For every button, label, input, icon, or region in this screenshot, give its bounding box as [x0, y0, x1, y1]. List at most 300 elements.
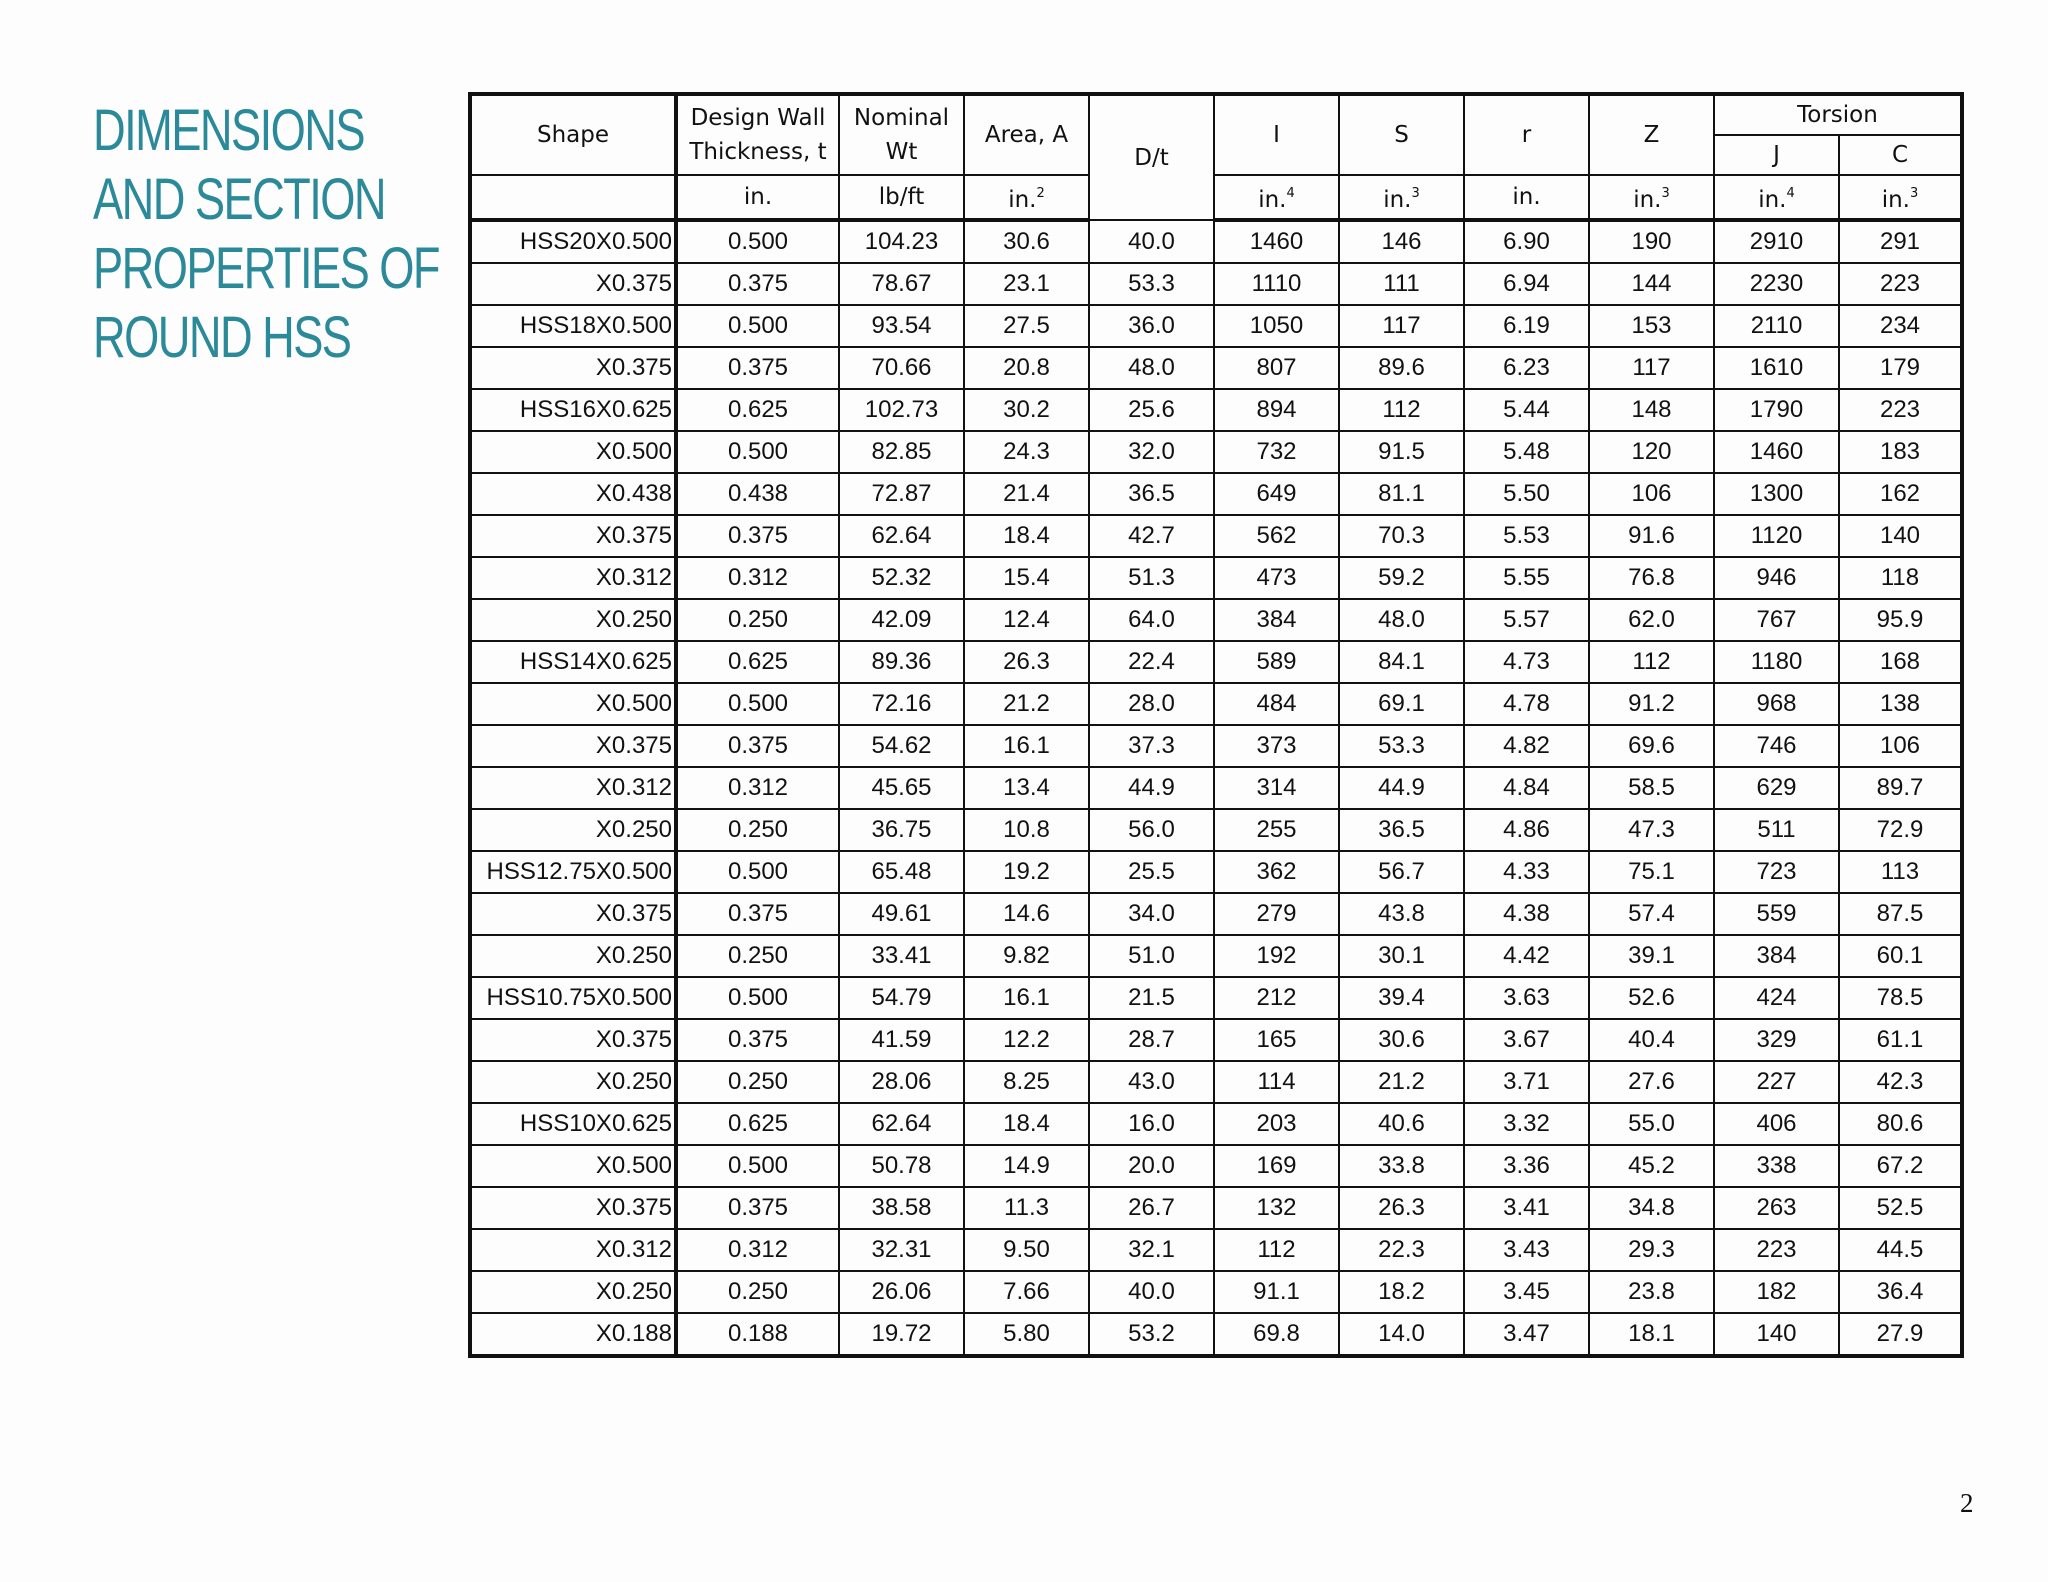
table-row: [470, 1229, 1962, 1271]
cell-wall-thickness: 0.500: [676, 683, 839, 725]
cell-j: 1790: [1714, 389, 1839, 431]
cell-j: 1120: [1714, 515, 1839, 557]
unit-exponent: 4: [1286, 186, 1295, 201]
cell-area: 9.50: [964, 1229, 1089, 1271]
cell-c: 113: [1839, 851, 1962, 893]
cell-z: 190: [1589, 220, 1714, 263]
cell-wall-thickness: 0.625: [676, 389, 839, 431]
cell-j: 2230: [1714, 263, 1839, 305]
cell-s: 18.2: [1339, 1271, 1464, 1313]
cell-i: 362: [1214, 851, 1339, 893]
table-row: [470, 1103, 1962, 1145]
cell-z: 91.2: [1589, 683, 1714, 725]
cell-i: 192: [1214, 935, 1339, 977]
cell-c: 52.5: [1839, 1187, 1962, 1229]
cell-s: 26.3: [1339, 1187, 1464, 1229]
cell-z: 120: [1589, 431, 1714, 473]
cell-r: 4.38: [1464, 893, 1589, 935]
cell-wall-thickness: 0.375: [676, 1187, 839, 1229]
cell-c: 162: [1839, 473, 1962, 515]
cell-i: 1050: [1214, 305, 1339, 347]
cell-s: 22.3: [1339, 1229, 1464, 1271]
cell-area: 24.3: [964, 431, 1089, 473]
header-text: Design Wall: [690, 105, 826, 131]
cell-c: 72.9: [1839, 809, 1962, 851]
cell-shape: X0.250: [470, 935, 676, 977]
cell-nominal-wt: 49.61: [839, 893, 964, 935]
cell-i: 114: [1214, 1061, 1339, 1103]
cell-nominal-wt: 82.85: [839, 431, 964, 473]
title-line: DIMENSIONS: [93, 98, 364, 163]
cell-c: 95.9: [1839, 599, 1962, 641]
cell-d-over-t: 37.3: [1089, 725, 1214, 767]
cell-area: 11.3: [964, 1187, 1089, 1229]
cell-c: 80.6: [1839, 1103, 1962, 1145]
cell-d-over-t: 43.0: [1089, 1061, 1214, 1103]
title-line: ROUND HSS: [93, 305, 351, 370]
cell-area: 20.8: [964, 347, 1089, 389]
cell-area: 30.6: [964, 220, 1089, 263]
cell-i: 132: [1214, 1187, 1339, 1229]
cell-area: 12.4: [964, 599, 1089, 641]
cell-area: 18.4: [964, 1103, 1089, 1145]
cell-j: 629: [1714, 767, 1839, 809]
cell-c: 60.1: [1839, 935, 1962, 977]
cell-c: 291: [1839, 220, 1962, 263]
cell-z: 39.1: [1589, 935, 1714, 977]
cell-d-over-t: 40.0: [1089, 220, 1214, 263]
cell-s: 91.5: [1339, 431, 1464, 473]
table-row: [470, 431, 1962, 473]
cell-wall-thickness: 0.312: [676, 767, 839, 809]
cell-wall-thickness: 0.375: [676, 725, 839, 767]
cell-s: 48.0: [1339, 599, 1464, 641]
table-row: [470, 263, 1962, 305]
table-row: [470, 1271, 1962, 1313]
cell-shape: HSS18X0.500: [470, 305, 676, 347]
cell-area: 5.80: [964, 1313, 1089, 1356]
cell-c: 138: [1839, 683, 1962, 725]
cell-i: 1460: [1214, 220, 1339, 263]
cell-shape: X0.375: [470, 263, 676, 305]
cell-j: 384: [1714, 935, 1839, 977]
cell-shape: X0.375: [470, 1019, 676, 1061]
cell-s: 56.7: [1339, 851, 1464, 893]
cell-d-over-t: 32.1: [1089, 1229, 1214, 1271]
table-row: [470, 473, 1962, 515]
unit-exponent: 3: [1910, 186, 1919, 201]
cell-i: 484: [1214, 683, 1339, 725]
cell-z: 57.4: [1589, 893, 1714, 935]
cell-d-over-t: 22.4: [1089, 641, 1214, 683]
cell-j: 1180: [1714, 641, 1839, 683]
unit-base: in.: [1633, 187, 1662, 213]
cell-z: 91.6: [1589, 515, 1714, 557]
cell-c: 78.5: [1839, 977, 1962, 1019]
cell-d-over-t: 20.0: [1089, 1145, 1214, 1187]
cell-area: 27.5: [964, 305, 1089, 347]
cell-c: 61.1: [1839, 1019, 1962, 1061]
cell-shape: X0.375: [470, 347, 676, 389]
cell-wall-thickness: 0.250: [676, 1271, 839, 1313]
cell-i: 732: [1214, 431, 1339, 473]
cell-wall-thickness: 0.500: [676, 220, 839, 263]
cell-area: 18.4: [964, 515, 1089, 557]
cell-nominal-wt: 62.64: [839, 1103, 964, 1145]
cell-s: 59.2: [1339, 557, 1464, 599]
unit-exponent: 3: [1411, 186, 1420, 201]
cell-r: 3.45: [1464, 1271, 1589, 1313]
table-row: [470, 557, 1962, 599]
cell-area: 8.25: [964, 1061, 1089, 1103]
cell-j: 723: [1714, 851, 1839, 893]
cell-r: 3.32: [1464, 1103, 1589, 1145]
cell-r: 5.53: [1464, 515, 1589, 557]
cell-area: 21.4: [964, 473, 1089, 515]
cell-wall-thickness: 0.250: [676, 599, 839, 641]
cell-z: 153: [1589, 305, 1714, 347]
cell-wall-thickness: 0.375: [676, 515, 839, 557]
cell-i: 894: [1214, 389, 1339, 431]
cell-j: 338: [1714, 1145, 1839, 1187]
cell-r: 3.71: [1464, 1061, 1589, 1103]
cell-r: 6.23: [1464, 347, 1589, 389]
header-text: Wt: [885, 139, 918, 165]
cell-nominal-wt: 102.73: [839, 389, 964, 431]
cell-s: 30.6: [1339, 1019, 1464, 1061]
table-row: [470, 935, 1962, 977]
cell-j: 223: [1714, 1229, 1839, 1271]
cell-z: 27.6: [1589, 1061, 1714, 1103]
cell-area: 13.4: [964, 767, 1089, 809]
cell-r: 4.33: [1464, 851, 1589, 893]
cell-nominal-wt: 104.23: [839, 220, 964, 263]
cell-j: 767: [1714, 599, 1839, 641]
cell-area: 30.2: [964, 389, 1089, 431]
cell-c: 87.5: [1839, 893, 1962, 935]
cell-c: 183: [1839, 431, 1962, 473]
cell-j: 1460: [1714, 431, 1839, 473]
cell-z: 112: [1589, 641, 1714, 683]
cell-d-over-t: 25.6: [1089, 389, 1214, 431]
table-row: [470, 599, 1962, 641]
cell-z: 18.1: [1589, 1313, 1714, 1356]
unit-base: in.: [1258, 187, 1287, 213]
cell-shape: X0.312: [470, 1229, 676, 1271]
cell-c: 223: [1839, 389, 1962, 431]
cell-nominal-wt: 32.31: [839, 1229, 964, 1271]
cell-r: 6.19: [1464, 305, 1589, 347]
hss-properties-table: [468, 92, 1964, 1358]
cell-s: 21.2: [1339, 1061, 1464, 1103]
cell-r: 4.78: [1464, 683, 1589, 725]
page-number: 2: [1960, 1488, 1974, 1518]
cell-c: 106: [1839, 725, 1962, 767]
unit-wall: in.: [676, 175, 839, 220]
col-header-wall-thickness: [676, 94, 839, 175]
cell-wall-thickness: 0.500: [676, 431, 839, 473]
cell-s: 111: [1339, 263, 1464, 305]
cell-j: 227: [1714, 1061, 1839, 1103]
cell-nominal-wt: 41.59: [839, 1019, 964, 1061]
table-body: [470, 220, 1962, 1356]
cell-i: 169: [1214, 1145, 1339, 1187]
table-row: [470, 725, 1962, 767]
cell-r: 6.94: [1464, 263, 1589, 305]
cell-d-over-t: 44.9: [1089, 767, 1214, 809]
cell-nominal-wt: 50.78: [839, 1145, 964, 1187]
cell-nominal-wt: 72.16: [839, 683, 964, 725]
cell-wall-thickness: 0.500: [676, 977, 839, 1019]
col-header-torsion: Torsion: [1714, 94, 1962, 135]
unit-base: in.: [1008, 187, 1037, 213]
header-text: Thickness, t: [689, 139, 827, 165]
cell-i: 473: [1214, 557, 1339, 599]
cell-nominal-wt: 54.62: [839, 725, 964, 767]
cell-z: 55.0: [1589, 1103, 1714, 1145]
cell-i: 255: [1214, 809, 1339, 851]
cell-shape: HSS10.75X0.500: [470, 977, 676, 1019]
cell-d-over-t: 32.0: [1089, 431, 1214, 473]
cell-i: 279: [1214, 893, 1339, 935]
cell-wall-thickness: 0.250: [676, 1061, 839, 1103]
cell-c: 27.9: [1839, 1313, 1962, 1356]
cell-r: 3.63: [1464, 977, 1589, 1019]
cell-c: 179: [1839, 347, 1962, 389]
cell-nominal-wt: 19.72: [839, 1313, 964, 1356]
table-header: [470, 94, 1962, 220]
cell-s: 81.1: [1339, 473, 1464, 515]
cell-area: 15.4: [964, 557, 1089, 599]
cell-wall-thickness: 0.250: [676, 935, 839, 977]
table-row: [470, 809, 1962, 851]
cell-d-over-t: 64.0: [1089, 599, 1214, 641]
cell-d-over-t: 28.7: [1089, 1019, 1214, 1061]
cell-c: 67.2: [1839, 1145, 1962, 1187]
cell-shape: HSS16X0.625: [470, 389, 676, 431]
cell-i: 589: [1214, 641, 1339, 683]
cell-s: 33.8: [1339, 1145, 1464, 1187]
cell-i: 649: [1214, 473, 1339, 515]
cell-shape: X0.188: [470, 1313, 676, 1356]
cell-r: 5.57: [1464, 599, 1589, 641]
table-row: [470, 683, 1962, 725]
cell-i: 112: [1214, 1229, 1339, 1271]
cell-shape: X0.500: [470, 431, 676, 473]
cell-nominal-wt: 38.58: [839, 1187, 964, 1229]
cell-nominal-wt: 54.79: [839, 977, 964, 1019]
cell-i: 314: [1214, 767, 1339, 809]
cell-j: 746: [1714, 725, 1839, 767]
cell-r: 4.86: [1464, 809, 1589, 851]
cell-area: 9.82: [964, 935, 1089, 977]
cell-area: 23.1: [964, 263, 1089, 305]
cell-wall-thickness: 0.312: [676, 1229, 839, 1271]
title-line: PROPERTIES OF: [93, 236, 439, 301]
cell-s: 69.1: [1339, 683, 1464, 725]
col-header-i: I: [1214, 94, 1339, 175]
cell-shape: X0.500: [470, 1145, 676, 1187]
cell-nominal-wt: 78.67: [839, 263, 964, 305]
cell-s: 53.3: [1339, 725, 1464, 767]
cell-c: 89.7: [1839, 767, 1962, 809]
cell-area: 19.2: [964, 851, 1089, 893]
page-title: [93, 96, 439, 372]
cell-shape: HSS14X0.625: [470, 641, 676, 683]
cell-s: 39.4: [1339, 977, 1464, 1019]
cell-z: 106: [1589, 473, 1714, 515]
cell-area: 7.66: [964, 1271, 1089, 1313]
cell-d-over-t: 16.0: [1089, 1103, 1214, 1145]
cell-j: 946: [1714, 557, 1839, 599]
cell-j: 559: [1714, 893, 1839, 935]
cell-d-over-t: 40.0: [1089, 1271, 1214, 1313]
cell-d-over-t: 56.0: [1089, 809, 1214, 851]
table-row: [470, 1019, 1962, 1061]
cell-shape: X0.438: [470, 473, 676, 515]
cell-z: 117: [1589, 347, 1714, 389]
cell-z: 34.8: [1589, 1187, 1714, 1229]
cell-z: 148: [1589, 389, 1714, 431]
cell-area: 14.6: [964, 893, 1089, 935]
cell-r: 5.44: [1464, 389, 1589, 431]
cell-wall-thickness: 0.250: [676, 809, 839, 851]
cell-area: 10.8: [964, 809, 1089, 851]
unit-base: in.: [1881, 187, 1910, 213]
cell-r: 6.90: [1464, 220, 1589, 263]
cell-nominal-wt: 93.54: [839, 305, 964, 347]
unit-exponent: 2: [1036, 186, 1045, 201]
cell-s: 84.1: [1339, 641, 1464, 683]
unit-s: [1339, 175, 1464, 220]
cell-wall-thickness: 0.312: [676, 557, 839, 599]
cell-shape: X0.250: [470, 809, 676, 851]
cell-z: 144: [1589, 263, 1714, 305]
cell-c: 223: [1839, 263, 1962, 305]
cell-nominal-wt: 89.36: [839, 641, 964, 683]
col-header-area: Area, A: [964, 94, 1089, 175]
cell-area: 16.1: [964, 725, 1089, 767]
table-row: [470, 347, 1962, 389]
cell-d-over-t: 28.0: [1089, 683, 1214, 725]
cell-z: 45.2: [1589, 1145, 1714, 1187]
cell-s: 89.6: [1339, 347, 1464, 389]
cell-d-over-t: 36.5: [1089, 473, 1214, 515]
table-row: [470, 515, 1962, 557]
cell-i: 203: [1214, 1103, 1339, 1145]
table-row: [470, 220, 1962, 263]
cell-wall-thickness: 0.375: [676, 263, 839, 305]
cell-wall-thickness: 0.375: [676, 347, 839, 389]
unit-j: [1714, 175, 1839, 220]
cell-nominal-wt: 42.09: [839, 599, 964, 641]
cell-z: 29.3: [1589, 1229, 1714, 1271]
cell-s: 117: [1339, 305, 1464, 347]
cell-r: 3.43: [1464, 1229, 1589, 1271]
unit-exponent: 3: [1661, 186, 1670, 201]
cell-j: 1610: [1714, 347, 1839, 389]
cell-nominal-wt: 65.48: [839, 851, 964, 893]
cell-area: 14.9: [964, 1145, 1089, 1187]
table-row: [470, 851, 1962, 893]
cell-j: 140: [1714, 1313, 1839, 1356]
unit-wt: lb/ft: [839, 175, 964, 220]
cell-z: 69.6: [1589, 725, 1714, 767]
cell-d-over-t: 36.0: [1089, 305, 1214, 347]
cell-r: 4.42: [1464, 935, 1589, 977]
col-header-d-over-t: D/t: [1089, 94, 1214, 220]
cell-c: 140: [1839, 515, 1962, 557]
table-row: [470, 1313, 1962, 1356]
cell-shape: X0.375: [470, 725, 676, 767]
cell-wall-thickness: 0.438: [676, 473, 839, 515]
cell-s: 40.6: [1339, 1103, 1464, 1145]
col-header-z: Z: [1589, 94, 1714, 175]
cell-shape: X0.375: [470, 893, 676, 935]
cell-shape: X0.375: [470, 515, 676, 557]
cell-j: 424: [1714, 977, 1839, 1019]
unit-exponent: 4: [1786, 186, 1795, 201]
cell-nominal-wt: 62.64: [839, 515, 964, 557]
cell-d-over-t: 42.7: [1089, 515, 1214, 557]
cell-area: 21.2: [964, 683, 1089, 725]
cell-wall-thickness: 0.500: [676, 1145, 839, 1187]
col-header-nominal-wt: [839, 94, 964, 175]
col-header-s: S: [1339, 94, 1464, 175]
cell-d-over-t: 53.3: [1089, 263, 1214, 305]
cell-r: 3.67: [1464, 1019, 1589, 1061]
cell-r: 5.50: [1464, 473, 1589, 515]
cell-shape: X0.312: [470, 767, 676, 809]
cell-s: 43.8: [1339, 893, 1464, 935]
cell-s: 30.1: [1339, 935, 1464, 977]
cell-s: 146: [1339, 220, 1464, 263]
cell-j: 2910: [1714, 220, 1839, 263]
cell-nominal-wt: 45.65: [839, 767, 964, 809]
cell-area: 26.3: [964, 641, 1089, 683]
cell-z: 76.8: [1589, 557, 1714, 599]
cell-i: 69.8: [1214, 1313, 1339, 1356]
cell-c: 36.4: [1839, 1271, 1962, 1313]
cell-c: 118: [1839, 557, 1962, 599]
cell-wall-thickness: 0.375: [676, 1019, 839, 1061]
cell-c: 168: [1839, 641, 1962, 683]
unit-r: in.: [1464, 175, 1589, 220]
cell-shape: X0.312: [470, 557, 676, 599]
cell-shape: X0.375: [470, 1187, 676, 1229]
cell-i: 1110: [1214, 263, 1339, 305]
cell-s: 112: [1339, 389, 1464, 431]
cell-nominal-wt: 52.32: [839, 557, 964, 599]
cell-d-over-t: 21.5: [1089, 977, 1214, 1019]
cell-r: 4.84: [1464, 767, 1589, 809]
unit-area: [964, 175, 1089, 220]
cell-wall-thickness: 0.500: [676, 851, 839, 893]
cell-c: 234: [1839, 305, 1962, 347]
cell-shape: HSS10X0.625: [470, 1103, 676, 1145]
cell-z: 62.0: [1589, 599, 1714, 641]
cell-c: 44.5: [1839, 1229, 1962, 1271]
cell-shape: HSS20X0.500: [470, 220, 676, 263]
col-header-c: C: [1839, 135, 1962, 175]
cell-d-over-t: 26.7: [1089, 1187, 1214, 1229]
cell-j: 2110: [1714, 305, 1839, 347]
cell-j: 182: [1714, 1271, 1839, 1313]
cell-shape: HSS12.75X0.500: [470, 851, 676, 893]
cell-area: 12.2: [964, 1019, 1089, 1061]
cell-d-over-t: 48.0: [1089, 347, 1214, 389]
cell-i: 373: [1214, 725, 1339, 767]
